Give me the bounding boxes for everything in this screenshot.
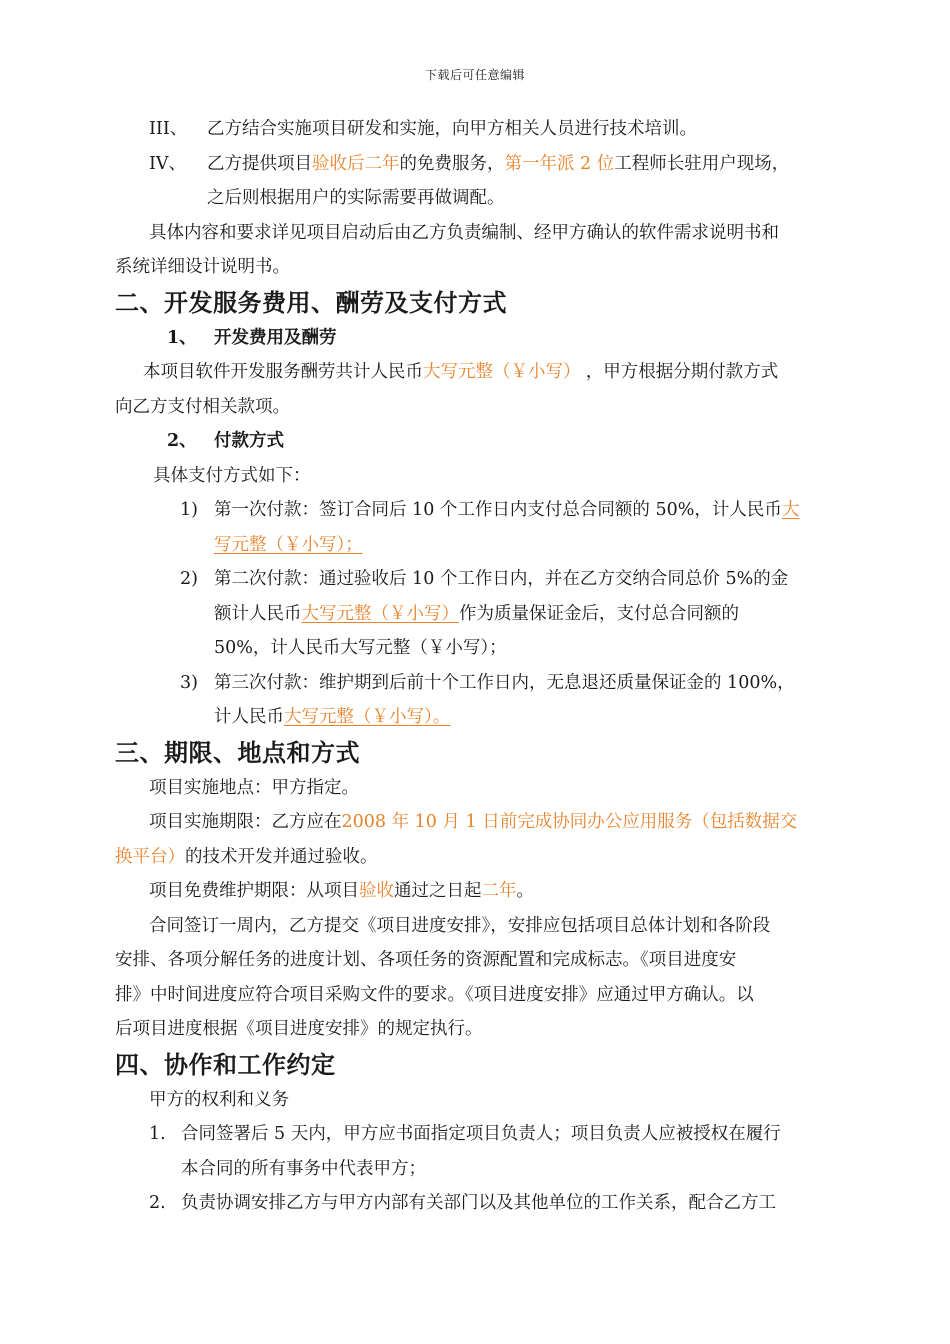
paragraph: 系统详细设计说明书。 [115,257,290,277]
list-item: 1) 第一次付款：签订合同后 10 个工作日内支付总合同额的 50%，计人民币大 [180,500,800,520]
list-item: 2. 负责协调安排乙方与甲方内部有关部门以及其他单位的工作关系，配合乙方工 [149,1193,776,1213]
paragraph: 项目实施期限：乙方应在2008 年 10 月 1 日前完成协同办公应用服务（包括数据交 [149,812,798,832]
list-item-continuation: 之后则根据用户的实际需要再做调配。 [207,188,505,208]
section-heading: 三、期限、地点和方式 [115,737,360,767]
paragraph: 排》中时间进度应符合项目采购文件的要求。《项目进度安排》应通过甲方确认。以 [115,984,754,1005]
list-item-continuation: 额计人民币大写元整（￥小写）作为质量保证金后，支付总合同额的 [214,603,739,624]
list-item-continuation: 写元整（￥小写）； [214,534,363,555]
paragraph: 具体内容和要求详见项目启动后由乙方负责编制、经甲方确认的软件需求说明书和 [149,222,779,243]
paragraph: 后项目进度根据《项目进度安排》的规定执行。 [115,1019,483,1039]
paragraph: 具体支付方式如下： [153,465,311,486]
list-item: IV、 乙方提供项目验收后二年的免费服务，第一年派 2 位工程师长驻用户现场， [149,153,790,174]
list-item-continuation: 本合同的所有事务中代表甲方； [181,1158,426,1179]
paragraph: 本项目软件开发服务酬劳共计人民币大写元整（￥小写） ，甲方根据分期付款方式 [143,362,779,382]
list-item-continuation: 50%，计人民币大写元整（￥小写）； [214,638,507,658]
page-header: 下载后可任意编辑 [424,68,525,82]
paragraph: 换平台）的技术开发并通过验收。 [115,846,378,867]
list-item: 3) 第三次付款：维护期到后前十个工作日内，无息退还质量保证金的 100%， [180,672,795,693]
section-heading: 四、协作和工作约定 [115,1049,336,1079]
subsection-heading: 1、 开发费用及酬劳 [167,327,337,348]
section-heading: 二、开发服务费用、酬劳及支付方式 [115,287,507,317]
list-item: 1. 合同签署后 5 天内，甲方应书面指定项目负责人；项目负责人应被授权在履行 [149,1124,781,1144]
paragraph: 向乙方支付相关款项。 [115,396,290,417]
subsection-heading: 2、 付款方式 [167,431,284,451]
paragraph: 甲方的权利和义务 [149,1089,289,1110]
list-item: III、 乙方结合实施项目研发和实施，向甲方相关人员进行技术培训。 [149,119,697,139]
paragraph: 项目免费维护期限：从项目验收通过之日起二年。 [149,881,534,901]
paragraph: 合同签订一周内，乙方提交《项目进度安排》，安排应包括项目总体计划和各阶段 [149,915,771,936]
paragraph: 安排、各项分解任务的进度计划、各项任务的资源配置和完成标志。《项目进度安 [115,950,737,970]
list-item-continuation: 计人民币大写元整（￥小写）。 [214,707,451,727]
paragraph: 项目实施地点：甲方指定。 [149,777,359,798]
document-body [115,112,837,1221]
list-item: 2) 第二次付款：通过验收后 10 个工作日内，并在乙方交纳合同总价 5%的金 [180,569,789,589]
